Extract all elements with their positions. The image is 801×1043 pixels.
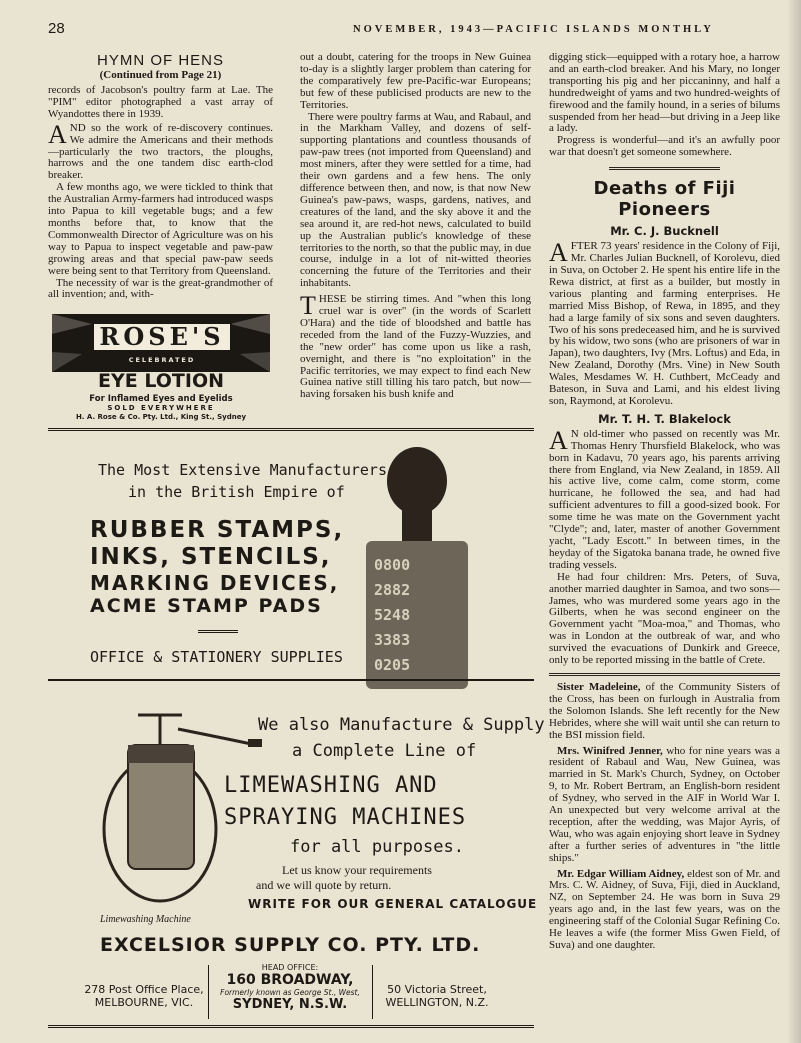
paragraph: out a doubt, catering for the troops in New Guinea to-day is a slightly larger problem than catering for the comparatively few pre-Pacific-war Europeans; but few of these publicised products are new to the Territories. (300, 51, 531, 111)
ad-text: and we will quote by return. (256, 878, 392, 892)
drop-cap: A (549, 238, 568, 268)
ad-headline: in the British Empire of (128, 483, 345, 501)
address-sydney: HEAD OFFICE: 160 BROADWAY, Formerly known as George St., West, SYDNEY, N.S.W. (220, 963, 360, 1012)
paragraph: records of Jacobson's poultry farm at Lae. The "PIM" editor photographed a vast array of Wyandottes there in 1939. (48, 84, 273, 120)
running-title: NOVEMBER, 1943—PACIFIC ISLANDS MONTHLY (353, 24, 714, 35)
ad-subheading: for all purposes. (290, 837, 464, 857)
divider (549, 675, 780, 676)
ad-subheading: We also Manufacture & Supply (258, 715, 545, 735)
product-line: LIMEWASHING AND (224, 773, 438, 798)
address-melbourne: 278 Post Office Place, MELBOURNE, VIC. (84, 983, 204, 1009)
product-line: MARKING DEVICES, (90, 571, 340, 595)
obituary-heading: Mr. C. J. Bucknell (610, 224, 719, 239)
paragraph: THESE be stirring times. And "when this long cruel war is over" (in the words of Scarlett O'Hara) and the tide of bloodshed and battle has receded from the land of the Fuzzy-Wuzzies, and the "new order" has come upon us like a rash, overnight, and there is "no exploitation" in the Pacific territories, we may expect to find each New Guinea native still tilling his taro patch, but now—having forsaken his bush knife and (300, 291, 531, 401)
section-title: Deaths of Fiji Pioneers (593, 178, 736, 221)
brand-tagline: CELEBRATED (128, 356, 196, 364)
paragraph: There were poultry farms at Wau, and Rabaul, and in the Markham Valley, and dozens of self-supporting plantations and countless thousands of paw-paw trees (not imported from Queensland) and most miners, after they were settled for a time, had their own gardens and a few hens. The only difference between then, and now, is that now New Guinea's paw-paws, wasps, gardens, natives, and creatures of the land, and the sky above it and the sea around it, are red-hot news, calculated to build up the Australian public's knowledge of these territories to the north, so that the public may, in due course, indulge in a lot of nit-witted theories concerning the future of the Territories and their inhabitants. (300, 110, 531, 290)
hymn-column-2 (300, 52, 531, 401)
rubber-stamp-icon (352, 445, 482, 695)
paragraph: AFTER 73 years' residence in the Colony of Fiji, Mr. Charles Julian Bucknell, of Korolevu, died in Suva, on October 2. He spent his entire life in the Rewa district, at first as a builder, but mostly in various planting and farming enterprises. He married Miss Bishop, of Rewa, in 1895, and they had a large family of six sons and seven daughters. Two of his sons predeceased him, and he is survived by his widow, two sons (who are prisoners of war in Japan), two daughters, Ivy (Mrs. Loftus) and Eda, in New Zealand, Dorothy (Mrs. Vine) in New South Wales, Mesdames W. H. Cuthbert, McCeady and Bateson, in Suva and Lami, and his eldest living son, Raymond, at Korolevu. (549, 238, 780, 407)
ad-text: Let us know your requirements (282, 863, 432, 877)
product-name: EYE LOTION (98, 370, 224, 392)
svg-text:3383: 3383 (374, 631, 411, 649)
product-line: SPRAYING MACHINES (224, 805, 467, 830)
product-line: OFFICE & STATIONERY SUPPLIES (90, 648, 343, 666)
svg-text:5248: 5248 (374, 606, 411, 624)
paragraph: The necessity of war is the great-grandmother of all invention; and, with- (48, 276, 273, 301)
ad-subheading: a Complete Line of (292, 741, 477, 761)
paragraph: Mr. Edgar William Aidney, eldest son of Mr. and Mrs. C. W. Aidney, of Suva, Fiji, died in Auckland, NZ, on September 24. He was born in Suva 29 years ago and, in the last few years, was on the engineering staff of the Colonial Sugar Refining Co. He leaves a wife (the former Miss Gwen Field, of Suva) and one daughter. (549, 867, 780, 951)
paragraph: He had four children: Mrs. Peters, of Suva, another married daughter in Samoa, and two sons—James, who was murdered some years ago in the Gilberts, when he was second engineer on the Government yacht "Moa-moa," and Thomas, who was in London at the outbreak of war, and who survived the evacuations of Dunkirk and Greece, only to be reported missing in the battle of Crete. (549, 570, 780, 667)
product-line: ACME STAMP PADS (90, 595, 323, 617)
drop-cap: A (48, 119, 67, 149)
hymn-column-1 (48, 52, 273, 301)
product-line: INKS, STENCILS, (90, 544, 332, 570)
obituary-heading: Mr. T. H. T. Blakelock (598, 411, 731, 426)
paragraph: Mrs. Winifred Jenner, who for nine years was a resident of Rabaul and Wau, New Guinea, was married in St. Mark's Church, Sydney, on October 9, to Mr. Robert Bertram, an English-born resident of Sydney, who served in the AIF in World War I. An unexpected but very welcome arrival at the reception, after the wedding, was Major Ayris, of Wau, who was again enjoying short leave in Sydney after a further series of adventures in "the little ships." (549, 744, 780, 864)
divider (609, 167, 720, 168)
paragraph: A N old-timer who passed on recently was Mr. Thomas Henry Thursfield Blakelock, who was born in Kadavu, 70 years ago, his parents arriving there from England, via New Zealand, in 1859. All his active live, come calm, come storm, come hurricane, he followed the sea, and had had sufficient adventures to fill a good-sized book. For some time he was mate on the Government yacht "Clyde"; and, later, master of another Government yacht, "Lady Escott." In between times, in the heyday of the Sigatoka banana trade, he owned five trading vessels. (549, 425, 780, 571)
catalogue-call: WRITE FOR OUR GENERAL CATALOGUE (248, 897, 538, 911)
paragraph: digging stick—equipped with a rotary hoe, a harrow and an earth-clod breaker. And his Mary, no longer transporting his pig and her piccaninny, and half a hundredweight of yams and two hundred-weights of firewood and the family hound, in a series of bilums suspended from her head—but driving in a Jeep like a lady. (549, 51, 780, 135)
illustration-caption: Limewashing Machine (100, 914, 191, 925)
paragraph: AND so the work of re-discovery continues. We admire the Americans and their methods—particularly the two tractors, the ploughs, harrows and the one tandem disc earth-clod breaker. (48, 119, 273, 182)
column-3 (549, 52, 780, 952)
continued-note: (Continued from Page 21) (99, 69, 222, 81)
ad-headline: The Most Extensive Manufacturers (98, 461, 387, 479)
page-number: 28 (48, 20, 65, 37)
paragraph: Sister Madeleine, of the Community Sisters of the Cross, has been on furlough in Australia from the Solomon Islands. She left recently for the New Hebrides, where she will wait until she can return to the BSI mission field. (549, 680, 780, 741)
page-edge-shadow (787, 0, 801, 1043)
divider (609, 169, 720, 170)
ad-address: H. A. Rose & Co. Pty. Ltd., King St., Sydney (75, 413, 247, 421)
company-name: EXCELSIOR SUPPLY CO. PTY. LTD. (100, 934, 481, 956)
paragraph: A few months ago, we were tickled to think that the Australian Army-farmers had introduced wasps into Papua to kill vegetable bugs; and a few months before that, to know that the Commonwealth Director of Agriculture was on his way to Papua to inspect vegetable and paw-paw growing areas and that special paw-paw seeds were being sent to that Territory from Queensland. (48, 181, 273, 277)
running-header (48, 20, 788, 42)
address-wellington: 50 Victoria Street, WELLINGTON, N.Z. (385, 983, 489, 1009)
ad-banner (52, 314, 270, 372)
divider (549, 673, 780, 674)
divider (48, 679, 534, 681)
svg-text:2882: 2882 (374, 581, 411, 599)
drop-cap: A (549, 425, 568, 455)
product-use: For Inflamed Eyes and Eyelids (89, 394, 233, 404)
roses-eye-lotion-ad (52, 314, 270, 419)
brand-name: ROSE'S (92, 322, 232, 352)
paragraph: Progress is wonderful—and it's an awfully poor war that doesn't get someone somewhere. (549, 134, 780, 159)
drop-cap: T (300, 291, 316, 321)
article-title: HYMN OF HENS (96, 52, 224, 69)
svg-text:0205: 0205 (374, 656, 411, 674)
product-line: RUBBER STAMPS, (90, 517, 345, 543)
svg-text:0800: 0800 (374, 556, 411, 574)
divider (372, 965, 373, 1019)
sold-note: SOLD EVERYWHERE (107, 404, 215, 412)
divider (198, 630, 238, 633)
excelsior-supply-ad (48, 428, 545, 1028)
